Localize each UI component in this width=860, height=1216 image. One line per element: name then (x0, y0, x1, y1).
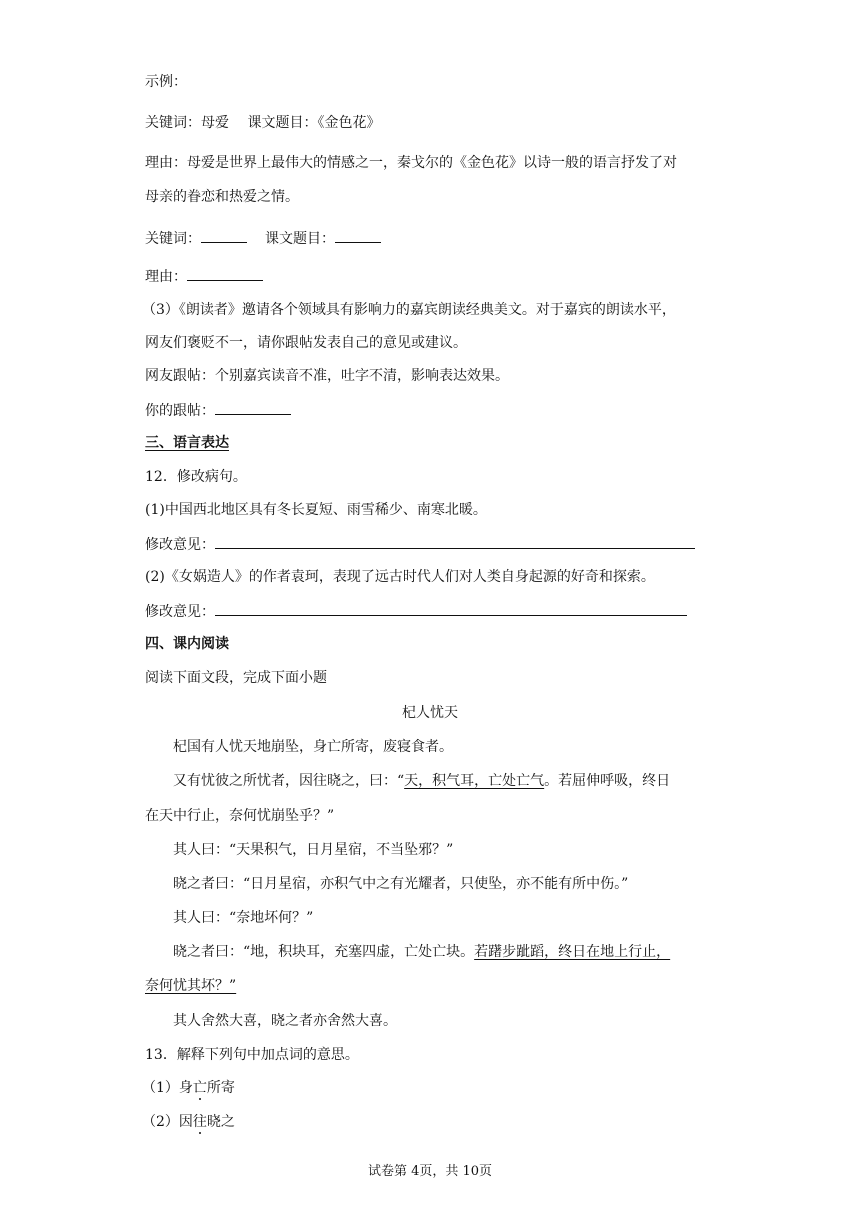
reading-instruction: 阅读下面文段，完成下面小题 (145, 670, 327, 686)
passage-p4: 晓之者曰：“日月星宿，亦积气中之有光耀者，只使坠，亦不能有所中伤。” (173, 876, 629, 892)
section-4-heading: 四、课内阅读 (145, 636, 229, 652)
fill-keyword-line (145, 228, 381, 249)
example-reason-line-2: 母亲的眷恋和热爱之情。 (145, 189, 299, 205)
dotted-char-2: 往 (192, 1114, 207, 1130)
fix-2-label: 修改意见： (145, 604, 215, 620)
q3-netizen-reply: 网友跟帖：个别嘉宾读音不准，吐字不清，影响表达效果。 (145, 368, 509, 384)
q12-fix-2-line (145, 601, 687, 622)
underlined-sentence-2: 若躇步跐蹈，终日在地上行止， (474, 944, 671, 960)
q13-item-1: （1）身亡所寄 (142, 1080, 235, 1096)
passage-p6: 晓之者曰：“地，积块耳，充塞四虚，亡处亡块。若躇步跐蹈，终日在地上行止， (173, 944, 671, 960)
title-blank[interactable] (335, 228, 381, 243)
your-reply-label: 你的跟帖： (145, 403, 215, 419)
passage-p2-cont: 在天中行止，奈何忧崩坠乎？” (145, 808, 335, 824)
fix-1-label: 修改意见： (145, 537, 215, 553)
passage-p3: 其人曰：“天果积气，日月星宿，不当坠邪？” (173, 842, 454, 858)
q3-line-1: （3）《朗读者》邀请各个领域具有影响力的嘉宾朗读经典美文。对于嘉宾的朗读水平， (142, 302, 676, 318)
passage-p7: 其人舍然大喜，晓之者亦舍然大喜。 (173, 1013, 397, 1029)
page-footer: 试卷第 4页，共 10页 (367, 1164, 493, 1179)
your-reply-blank[interactable] (215, 400, 291, 415)
q13-item-2: （2）因往晓之 (142, 1114, 235, 1130)
q12-sentence-2: (2)《女娲造人》的作者袁珂，表现了远古时代人们对人类自身起源的好奇和探索。 (145, 569, 655, 585)
example-label: 示例： (145, 74, 187, 90)
fill-reason-line (145, 266, 263, 287)
q3-your-reply-line (145, 400, 291, 421)
passage-title: 杞人忧天 (402, 705, 458, 721)
fix-1-blank[interactable] (215, 534, 695, 549)
q12-fix-1-line (145, 534, 695, 555)
passage-p2: 又有忧彼之所忧者，因往晓之，曰：“天，积气耳，亡处亡气。若屈伸呼吸，终日 (173, 773, 671, 789)
keyword-label: 关键词： (145, 231, 201, 247)
example-reason-line-1: 理由：母爱是世界上最伟大的情感之一，秦戈尔的《金色花》以诗一般的语言抒发了对 (145, 155, 677, 171)
passage-p6-cont: 奈何忧其坏？” (145, 978, 237, 994)
q12-sentence-1: (1)中国西北地区具有冬长夏短、雨雪稀少、南寒北暖。 (145, 502, 487, 518)
section-3-heading: 三、语言表达 (145, 435, 229, 451)
reason-label: 理由： (145, 269, 187, 285)
q3-line-2: 网友们褒贬不一，请你跟帖发表自己的意见或建议。 (145, 335, 467, 351)
dotted-char-1: 亡 (192, 1080, 207, 1096)
example-keyword-line: 关键词：母爱 课文题目：《金色花》 (145, 115, 381, 131)
passage-p1: 杞国有人忧天地崩坠，身亡所寄，废寝食者。 (173, 739, 453, 755)
q12-prompt: 12．修改病句。 (145, 469, 247, 485)
underlined-sentence-1: 天，积气耳，亡处亡气 (404, 773, 545, 789)
fix-2-blank[interactable] (215, 601, 687, 616)
keyword-blank[interactable] (201, 228, 247, 243)
q13-prompt: 13．解释下列句中加点词的意思。 (145, 1047, 359, 1063)
title-label: 课文题目： (265, 231, 335, 247)
passage-p5: 其人曰：“奈地坏何？” (173, 910, 314, 926)
reason-blank[interactable] (187, 266, 263, 281)
